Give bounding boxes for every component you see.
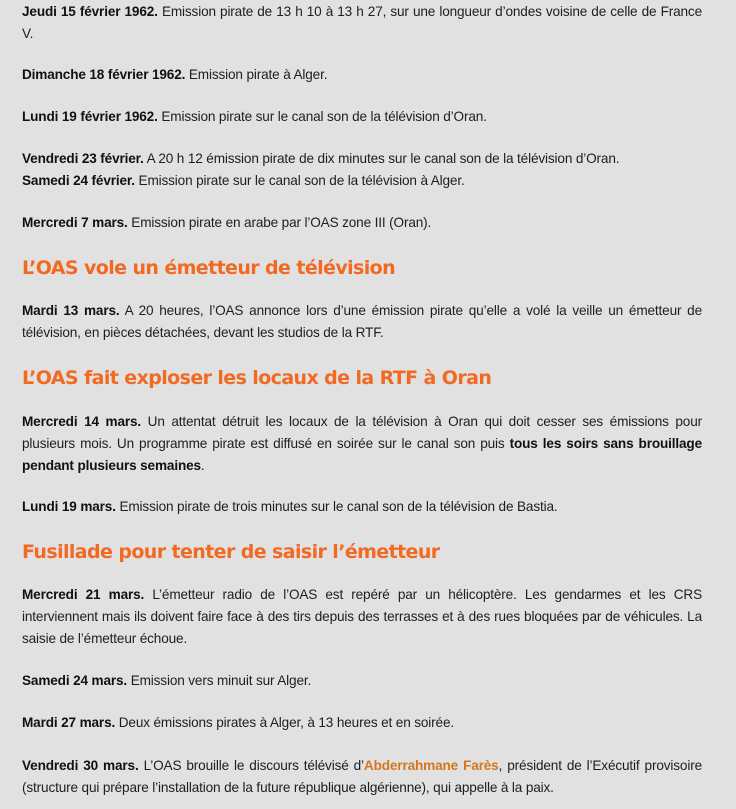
entry-2 xyxy=(22,64,327,86)
entry-6 xyxy=(22,212,431,234)
entry-text: Emission pirate sur le canal son de la télévision d’Oran. xyxy=(157,109,487,124)
entry-4 xyxy=(22,148,619,170)
section-heading-shootout: Fusillade pour tenter de saisir l’émetteur xyxy=(22,541,440,563)
entry-13 xyxy=(22,755,702,799)
entry-text: Emission pirate sur le canal son de la télévision à Alger. xyxy=(134,173,465,188)
entry-text: A 20 heures, l’OAS annonce lors d’une émission pirate qu’elle a volé la veille un émetteur de télévision, en pièces détachées, devant les studios de la RTF. xyxy=(22,303,703,340)
entry-text: Emission pirate de trois minutes sur le canal son de la télévision de Bastia. xyxy=(115,499,558,514)
entry-9 xyxy=(22,496,558,518)
entry-emphasis: tous les soirs sans brouillage pendant plusieurs semaines xyxy=(22,436,702,473)
entry-text: Deux émissions pirates à Alger, à 13 heures et en soirée. xyxy=(115,715,454,730)
entry-date: Mardi 27 mars. xyxy=(22,715,116,730)
entry-12 xyxy=(22,712,454,734)
entry-11 xyxy=(22,670,311,692)
entry-date: Mercredi 14 mars. xyxy=(22,414,142,429)
entry-date: Samedi 24 mars. xyxy=(22,673,128,688)
entry-date: Mercredi 21 mars. xyxy=(22,587,145,602)
entry-date: Vendredi 30 mars. xyxy=(22,758,139,773)
person-link-fares[interactable]: Abderrahmane Farès xyxy=(363,758,499,773)
entry-text: L’OAS brouille le discours télévisé d’ xyxy=(138,758,364,773)
entry-text-end: . xyxy=(200,458,205,473)
entry-text: Emission pirate à Alger. xyxy=(185,67,328,82)
entry-date: Samedi 24 février. xyxy=(22,173,135,188)
entry-text: L’émetteur radio de l’OAS est repéré par un hélicoptère. Les gendarmes et les CRS interviennent mais ils doivent faire face à des tirs depuis des terrasses et à des rues bloquées par de véhicules. La saisie de l’émetteur échoue. xyxy=(22,587,702,646)
entry-5 xyxy=(22,170,465,192)
section-heading-stolen-transmitter: L’OAS vole un émetteur de télévision xyxy=(22,257,396,279)
entry-date: Mercredi 7 mars. xyxy=(22,215,128,230)
entry-date: Mardi 13 mars. xyxy=(22,303,120,318)
entry-date: Vendredi 23 février. xyxy=(22,151,144,166)
entry-text: Emission vers minuit sur Alger. xyxy=(127,673,312,688)
entry-text: Emission pirate en arabe par l’OAS zone III (Oran). xyxy=(127,215,432,230)
entry-1 xyxy=(22,1,702,45)
entry-8 xyxy=(22,411,702,477)
entry-3 xyxy=(22,106,487,128)
entry-date: Lundi 19 février 1962. xyxy=(22,109,158,124)
entry-date: Jeudi 15 février 1962. xyxy=(22,4,158,19)
section-heading-rtf-explosion: L’OAS fait exploser les locaux de la RTF à Oran xyxy=(22,367,492,389)
entry-text: Emission pirate de 13 h 10 à 13 h 27, sur une longueur d’ondes voisine de celle de France V. xyxy=(22,4,702,41)
entry-10 xyxy=(22,584,702,650)
entry-text: A 20 h 12 émission pirate de dix minutes sur le canal son de la télévision d’Oran. xyxy=(143,151,620,166)
entry-text: Un attentat détruit les locaux de la télévision à Oran qui doit cesser ses émissions pour plusieurs mois. Un programme pirate est diffusé en soirée sur le canal son puis xyxy=(22,414,702,451)
entry-date: Dimanche 18 février 1962. xyxy=(22,67,186,82)
entry-text-end: , président de l’Exécutif provisoire (structure qui prépare l’installation de la future république algérienne), qui appelle à la paix. xyxy=(22,758,702,795)
entry-date: Lundi 19 mars. xyxy=(22,499,116,514)
entry-7 xyxy=(22,300,702,344)
